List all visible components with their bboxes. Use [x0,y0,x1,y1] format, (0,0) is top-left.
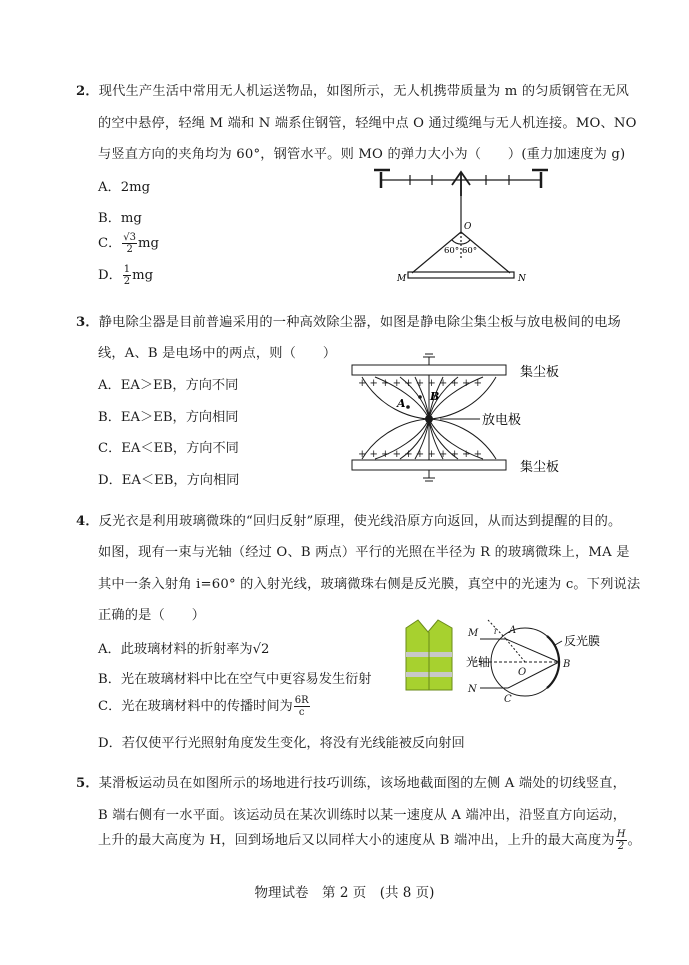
plus-signs-top: + + + + + + + + + + + [358,378,482,389]
bead-label-i: i [494,627,497,636]
bead-label-M: M [468,628,479,639]
label-O: O [464,222,472,232]
frac-denominator: c [298,707,305,718]
q3-option-a[interactable]: A．EA＞EB，方向不同 [98,378,239,393]
frac-numerator: 6R [294,695,309,706]
frac-denominator: 2 [123,276,131,287]
label-N: N [518,274,526,284]
frac-denominator: 2 [126,244,133,255]
bead-label-C: C [504,694,512,705]
frac-numerator: √3 [123,232,137,243]
q2-option-d-tail: mg [132,268,154,283]
q2-option-a[interactable]: A．2mg [98,180,151,195]
q4-option-c-text: C．光在玻璃材料中的传播时间为 [98,699,293,714]
q3-line-2: 线，A、B 是电场中的两点，则（ ） [98,346,337,361]
bead-label-axis: 光轴 [466,655,491,669]
q2-number: 2． [76,84,99,99]
label-B: B [430,390,440,403]
frac-numerator: 1 [123,264,131,275]
q4-number: 4． [76,514,99,529]
q4-option-a[interactable]: A．此玻璃材料的折射率为√2 [98,642,270,657]
q5-number: 5． [76,776,99,791]
ray-AB [506,639,559,662]
label-M: M [397,274,407,284]
label-bottom-plate: 集尘板 [520,460,560,475]
q3-option-b[interactable]: B．EA＞EB，方向相同 [98,410,239,425]
frac-denominator: 2 [617,841,625,852]
label-60-right: 60° [462,246,478,256]
normal-OA [506,639,525,662]
q4-option-b[interactable]: B．光在玻璃材料中比在空气中更容易发生衍射 [98,672,372,687]
label-top-plate: 集尘板 [520,365,560,380]
q5-text-3: 上升的最大高度为 H，回到场地后又以同样大小的速度从 B 端冲出，上升的最大高度为 [98,833,615,848]
q5-line-3 [98,829,641,852]
q3-number: 3． [76,315,99,330]
label-electrode: 放电极 [482,413,522,428]
q3-option-d[interactable]: D．EA＜EB，方向相同 [98,473,240,488]
bead-label-B: B [563,659,571,670]
bead-label-O: O [518,667,527,678]
q5-line-1 [76,772,626,791]
q2-option-c-tail: mg [138,236,159,251]
q3-option-c[interactable]: C．EA＜EB，方向不同 [98,441,239,456]
q2-option-c-letter: C． [98,236,122,251]
q4-line-3: 其中一条入射角 i=60° 的入射光线，玻璃微珠右侧是反光膜，真空中的光速为 c。下列说法 [98,577,641,592]
q4-option-d[interactable]: D．若仅使平行光照射角度发生变化，将没有光线能被反向射回 [98,736,465,751]
bead-label-A: A [509,625,517,636]
q5-fraction [616,829,627,852]
q2-text-1: 现代生产生活中常用无人机运送物品，如图所示，无人机携带质量为 m 的匀质钢管在无风 [98,84,629,99]
bead-label-film: 反光膜 [564,634,601,648]
page-footer: 物理试卷 第 2 页 (共 8 页) [254,885,435,901]
q2-option-b[interactable]: B．mg [98,211,142,226]
q2-line-2: 的空中悬停，轻绳 M 端和 N 端系住钢管，轻绳中点 O 通过缆绳与无人机连接。MO、NO [98,116,637,131]
q5-text-1: 某滑板运动员在如图所示的场地进行技巧训练，该场地截面图的左侧 A 端处的切线竖直， [98,776,626,791]
label-60-left: 60° [444,246,460,256]
q4-line-2: 如图，现有一束与光轴（经过 O、B 两点）平行的光照在半径为 R 的玻璃微珠上，MA 是 [98,545,630,560]
plus-signs-bottom: + + + + + + + + + + + [358,449,482,460]
q2-option-d-letter: D． [98,268,122,283]
q2-line-3: 与竖直方向的夹角均为 60°，钢管水平。则 MO 的弹力大小为（ ）(重力加速度为 g) [98,147,626,162]
film-leader [555,641,562,645]
q4-line-4: 正确的是（ ） [98,608,206,623]
q4-text-1: 反光衣是利用玻璃微珠的“回归反射”原理，使光线沿原方向返回，从而达到提醒的目的。 [98,514,622,529]
label-A: A [397,397,406,410]
q5-end-punct: 。 [627,833,642,848]
q5-line-2: B 端右侧有一水平面。该运动员在某次训练时以某一速度从 A 端冲出，沿竖直方向运动， [98,808,627,823]
frac-numerator: H [616,829,626,840]
bead-label-N: N [468,684,477,695]
q3-text-1: 静电除尘器是目前普遍采用的一种高效除尘器，如图是静电除尘集尘板与放电极间的电场 [98,315,621,330]
